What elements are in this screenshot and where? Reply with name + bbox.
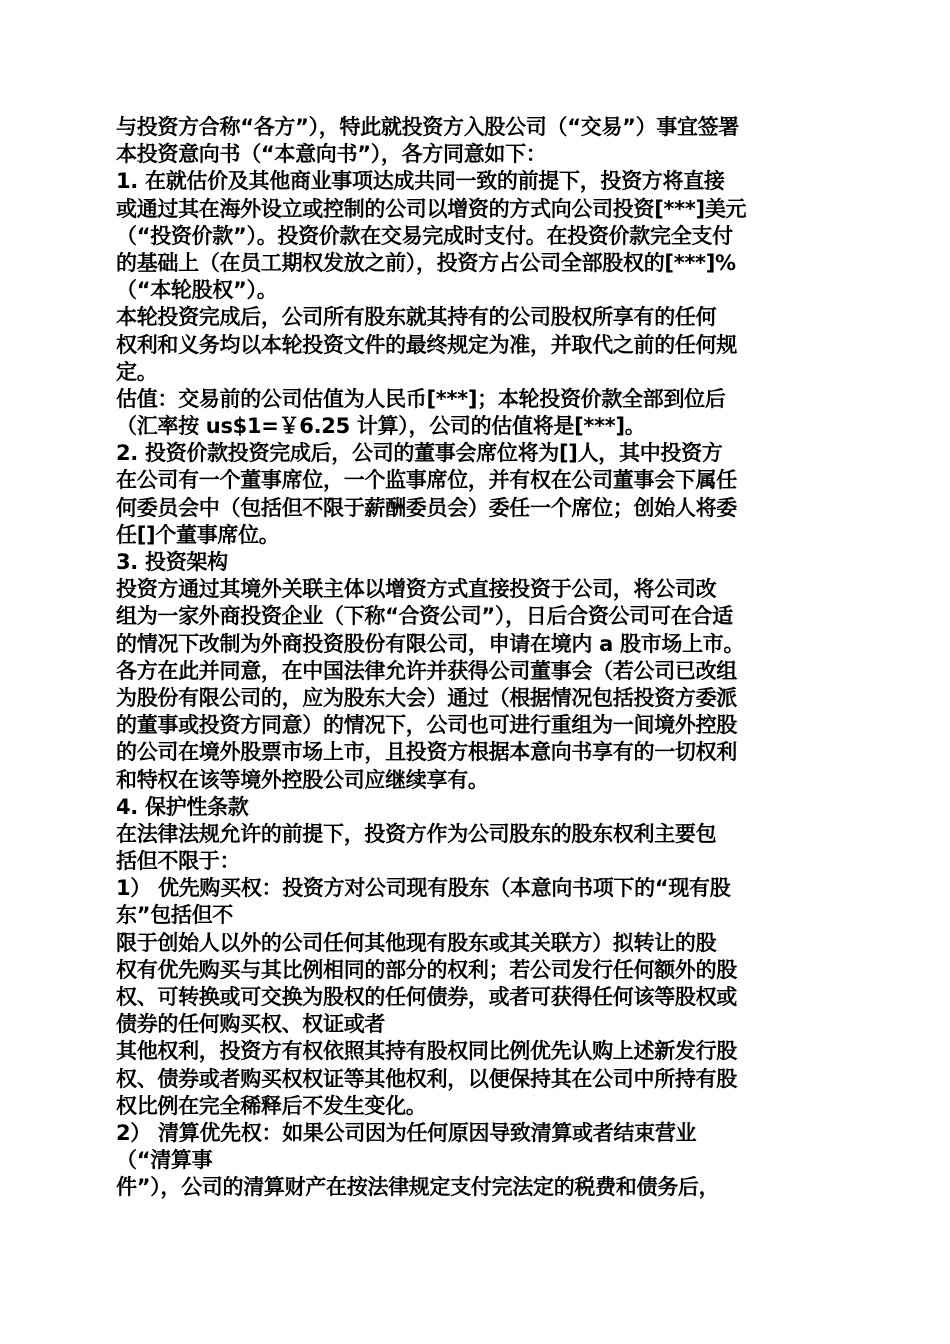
text-line: 和特权在该等境外控股公司应继续享有。	[116, 767, 489, 792]
text-line: 本轮投资完成后，公司所有股东就其持有的公司股权所享有的任何	[116, 305, 717, 330]
text-line: 限于创始人以外的公司任何其他现有股东或其关联方）拟转让的股	[116, 930, 717, 955]
text-line: 债券的任何购买权、权证或者	[116, 1012, 386, 1037]
text-line: 何委员会中（包括但不限于薪酬委员会）委任一个席位；创始人将委	[116, 495, 737, 520]
text-line: 估值：交易前的公司估值为人民币[***]；本轮投资价款全部到位后	[116, 386, 726, 411]
text-line: 或通过其在海外设立或控制的公司以增资的方式向公司投资[***]美元	[116, 196, 747, 221]
text-line: 权、可转换或可交换为股权的任何债券，或者可获得任何该等股权或	[116, 985, 737, 1009]
text-line: （“本轮股权”）。	[116, 278, 278, 303]
text-line: 本投资意向书（“本意向书”），各方同意如下：	[116, 142, 547, 167]
text-line: 各方在此并同意，在中国法律允许并获得公司董事会（若公司已改组	[116, 658, 737, 683]
text-line: 投资方通过其境外关联主体以增资方式直接投资于公司，将公司改	[116, 577, 717, 602]
text-line: 权利和义务均以本轮投资文件的最终规定为准，并取代之前的任何规	[116, 332, 737, 357]
text-line: 1. 在就估价及其他商业事项达成共同一致的前提下，投资方将直接	[116, 169, 725, 194]
text-line: 权比例在完全稀释后不发生变化。	[116, 1093, 427, 1118]
text-line: 括但不限于：	[116, 849, 241, 874]
text-line: 为股份有限公司的，应为股东大会）通过（根据情况包括投资方委派	[116, 685, 737, 710]
text-line: 的情况下改制为外商投资股份有限公司，申请在境内 a 股市场上市。	[116, 631, 745, 656]
text-line: （“投资价款”）。投资价款在交易完成时支付。在投资价款完全支付	[116, 223, 733, 248]
text-line: 任[]个董事席位。	[116, 522, 280, 547]
text-line: 权、债券或者购买权权证等其他权利，以便保持其在公司中所持有股	[116, 1066, 737, 1091]
text-line: 组为一家外商投资企业（下称“合资公司”），日后合资公司可在合适	[116, 604, 733, 629]
text-line: 其他权利，投资方有权依照其持有股权同比例优先认购上述新发行股	[116, 1039, 737, 1064]
text-line: 的董事或投资方同意）的情况下，公司也可进行重组为一间境外控股	[116, 713, 737, 738]
text-line: 在公司有一个董事席位，一个监事席位，并有权在公司董事会下属任	[116, 468, 737, 493]
text-line: 在法律法规允许的前提下，投资方作为公司股东的股东权利主要包	[116, 821, 717, 846]
text-line: 2. 投资价款投资完成后，公司的董事会席位将为[]人，其中投资方	[116, 441, 723, 466]
text-line: （“清算事	[116, 1148, 213, 1173]
text-line: 权有优先购买与其比例相同的部分的权利；若公司发行任何额外的股	[116, 957, 737, 982]
document-body	[116, 114, 840, 1202]
text-line: 4. 保护性条款	[116, 794, 249, 819]
text-line: 3. 投资架构	[116, 550, 228, 574]
text-line: 的公司在境外股票市场上市，且投资方根据本意向书享有的一切权利	[116, 740, 737, 765]
text-line: 与投资方合称“各方”），特此就投资方入股公司（“交易”）事宜签署	[116, 115, 740, 139]
text-line: 定。	[116, 359, 158, 384]
text-line: 2） 清算优先权：如果公司因为任何原因导致清算或者结束营业	[116, 1120, 697, 1145]
text-line: 的基础上（在员工期权发放之前），投资方占公司全部股权的[***]%	[116, 250, 736, 275]
text-line: （汇率按 us$1=￥6.25 计算），公司的估值将是[***]。	[116, 414, 646, 439]
text-line: 件”），公司的清算财产在按法律规定支付完法定的税费和债务后，	[116, 1175, 720, 1200]
text-line: 东”包括但不	[116, 903, 234, 928]
text-line: 1） 优先购买权：投资方对公司现有股东（本意向书项下的“现有股	[116, 876, 731, 901]
